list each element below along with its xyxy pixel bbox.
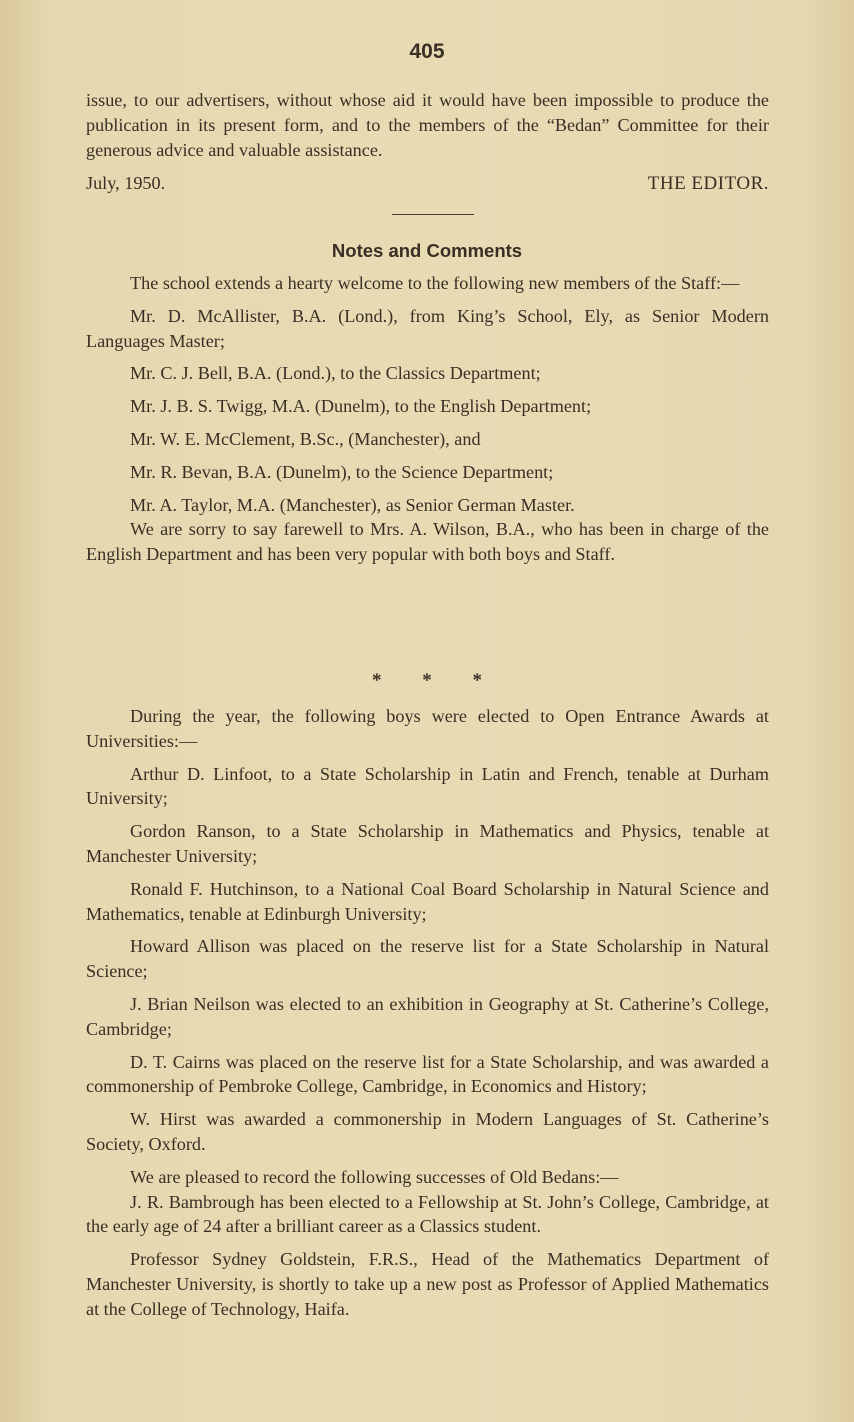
staff-paragraph: Mr. R. Bevan, B.A. (Dunelm), to the Science Department; (130, 461, 554, 482)
staff-paragraph: The school extends a hearty welcome to the following new members of the Staff:— (130, 273, 740, 293)
section-separator: * * * (372, 670, 482, 691)
awards-paragraph: Arthur D. Linfoot, to a State Scholarship in Latin and French, tenable at Durham University; (86, 763, 769, 809)
section-heading: Notes and Comments (331, 240, 523, 261)
awards-paragraph: D. T. Cairns was placed on the reserve list for a State Scholarship, and was awarded a commonership of Pembroke College, Cambridge, in Economics and History; (86, 1051, 769, 1097)
awards-paragraph: Professor Sydney Goldstein, F.R.S., Head of the Mathematics Department of Manchester University, is shortly to take up a new post as Professor of Applied Mathematics at the College of Technology, Haifa. (86, 1249, 769, 1319)
staff-paragraph: Mr. D. McAllister, B.A. (Lond.), from King’s School, Ely, as Senior Modern Languages Master; (86, 305, 769, 351)
awards-paragraph: Gordon Ranson, to a State Scholarship in Mathematics and Physics, tenable at Manchester University; (86, 821, 769, 866)
staff-notes-block (86, 271, 769, 567)
page-number: 405 (409, 40, 445, 63)
intro-block (86, 88, 769, 162)
awards-paragraph: Ronald F. Hutchinson, to a National Coal Board Scholarship in Natural Science and Mathematics, tenable at Edinburgh University; (86, 878, 769, 924)
awards-paragraph: J. R. Bambrough has been elected to a Fellowship at St. John’s College, Cambridge, at the early age of 24 after a brilliant career as a Classics student. (86, 1191, 769, 1237)
staff-paragraph: Mr. C. J. Bell, B.A. (Lond.), to the Classics Department; (130, 363, 541, 384)
signoff-line (86, 173, 769, 195)
awards-paragraph: We are pleased to record the following successes of Old Bedans:— (130, 1166, 619, 1187)
section-divider-rule (392, 214, 474, 215)
staff-paragraph: Mr. A. Taylor, M.A. (Manchester), as Senior German Master. (130, 494, 575, 515)
awards-paragraph: W. Hirst was awarded a commonership in Modern Languages of St. Catherine’s Society, Oxford. (86, 1109, 769, 1154)
signoff-date: July, 1950. (86, 173, 166, 193)
awards-paragraph: During the year, the following boys were elected to Open Entrance Awards at Universities:— (86, 706, 769, 751)
signoff-editor: THE EDITOR. (647, 173, 769, 194)
staff-paragraph: Mr. J. B. S. Twigg, M.A. (Dunelm), to the English Department; (130, 396, 592, 417)
staff-paragraph: We are sorry to say farewell to Mrs. A. Wilson, B.A., who has been in charge of the English Department and has been very popular with both boys and Staff. (86, 519, 769, 565)
awards-paragraph: J. Brian Neilson was elected to an exhibition in Geography at St. Catherine’s College, Cambridge; (86, 993, 769, 1039)
staff-paragraph: Mr. W. E. McClement, B.Sc., (Manchester), and (130, 428, 481, 449)
awards-block (86, 704, 769, 1322)
intro-paragraph: issue, to our advertisers, without whose aid it would have been impossible to produce the publication in its present form, and to the members of the “Bedan” Committee for their generous advice and valuable assistance. (86, 90, 769, 160)
awards-paragraph: Howard Allison was placed on the reserve list for a State Scholarship in Natural Science; (86, 936, 769, 982)
